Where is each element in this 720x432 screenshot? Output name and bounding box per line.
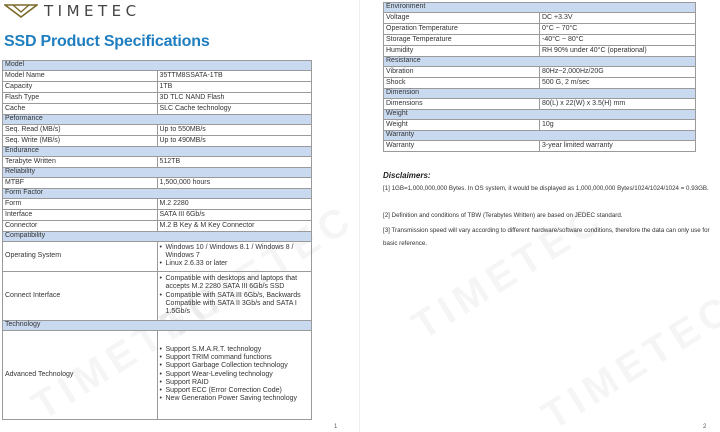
brand-name: TIMETEC — [44, 2, 141, 20]
table-row — [3, 199, 312, 210]
spec-value: 1,500,000 hours — [157, 178, 312, 189]
table-row — [384, 141, 696, 152]
section-header: Weight — [384, 110, 696, 120]
spec-value: 0°C ~ 70°C — [540, 24, 696, 35]
table-row — [3, 125, 312, 136]
disclaimer-item: [2] Definition and conditions of TBW (Terabytes Written) are based on JEDEC standard. — [383, 212, 623, 219]
section-header: Dimension — [384, 89, 696, 99]
page-number: 1 — [334, 424, 338, 430]
spec-value: M.2 2280 — [157, 199, 312, 210]
table-row — [384, 120, 696, 131]
section-header: Environment — [384, 3, 696, 13]
table-row — [3, 330, 312, 419]
table-row — [384, 67, 696, 78]
spec-value: -40°C ~ 80°C — [540, 35, 696, 46]
spec-label: Model Name — [3, 71, 158, 82]
bullet-list — [160, 346, 310, 403]
spec-label: Connector — [3, 221, 158, 232]
list-item: • Support S.M.A.R.T. technology — [160, 346, 310, 354]
spec-value: DC +3.3V — [540, 13, 696, 24]
spec-label: Flash Type — [3, 93, 158, 104]
table-row — [384, 24, 696, 35]
spec-label: Humidity — [384, 46, 540, 57]
table-row — [384, 78, 696, 89]
spec-label: Operation Temperature — [384, 24, 540, 35]
spec-table-left — [2, 60, 312, 420]
spec-label: Shock — [384, 78, 540, 89]
spec-label: Advanced Technology — [3, 330, 158, 419]
table-row — [384, 46, 696, 57]
list-item: • Windows 10 / Windows 8.1 / Windows 8 / Windows 7 — [160, 244, 310, 260]
spec-value: Up to 490MB/s — [157, 136, 312, 147]
section-header: Reliability — [3, 168, 312, 178]
list-item: • Linux 2.6.33 or later — [160, 260, 310, 268]
spec-value: 35TTM8SSATA-1TB — [157, 71, 312, 82]
spec-value: 10g — [540, 120, 696, 131]
spec-label: Seq. Write (MB/s) — [3, 136, 158, 147]
spec-label: Vibration — [384, 67, 540, 78]
table-row — [384, 99, 696, 110]
spec-value — [157, 271, 312, 320]
table-row — [3, 221, 312, 232]
spec-label: Form — [3, 199, 158, 210]
list-item: • Support Garbage Collection technology — [160, 362, 310, 370]
table-row — [384, 13, 696, 24]
spec-value: 3D TLC NAND Flash — [157, 93, 312, 104]
section-header: Form Factor — [3, 189, 312, 199]
disclaimer-item: [3] Transmission speed will vary according to different hardware/software conditions, therefore the data can only use for basic reference. — [383, 227, 710, 247]
bullet-list — [160, 275, 310, 316]
section-header: Peformance — [3, 115, 312, 125]
spec-label: Cache — [3, 104, 158, 115]
page-number: 2 — [703, 424, 707, 430]
spec-value: M.2 B Key & M Key Connector — [157, 221, 312, 232]
list-item: • New Generation Power Saving technology — [160, 395, 310, 403]
brand-logo — [4, 2, 141, 20]
document-title: SSD Product Specifications — [4, 33, 210, 50]
spec-value: RH 90% under 40°C (operational) — [540, 46, 696, 57]
spec-label: Storage Temperature — [384, 35, 540, 46]
spec-label: Voltage — [384, 13, 540, 24]
spec-value: Up to 550MB/s — [157, 125, 312, 136]
table-row — [3, 242, 312, 272]
spec-label: Connect Interface — [3, 271, 158, 320]
spec-label: Seq. Read (MB/s) — [3, 125, 158, 136]
spec-label: Interface — [3, 210, 158, 221]
table-row — [3, 271, 312, 320]
list-item: • Compatible with SATA III 6Gb/s, Backwards Compatible with SATA II 3Gb/s and SATA I 1.5Gb/s — [160, 292, 310, 317]
table-row — [3, 82, 312, 93]
table-row — [3, 178, 312, 189]
section-header: Compatibility — [3, 232, 312, 242]
spec-label: MTBF — [3, 178, 158, 189]
section-header: Technology — [3, 320, 312, 330]
spec-value: SLC Cache technology — [157, 104, 312, 115]
spec-table-right — [383, 2, 696, 152]
spec-label: Capacity — [3, 82, 158, 93]
list-item: • Support RAID — [160, 379, 310, 387]
section-header: Resistance — [384, 57, 696, 67]
spec-label: Warranty — [384, 141, 540, 152]
table-row — [3, 93, 312, 104]
spec-value: 1TB — [157, 82, 312, 93]
bullet-list — [160, 244, 310, 269]
list-item: • Compatible with desktops and laptops that accepts M.2 2280 SATA III 6Gb/s SSD — [160, 275, 310, 291]
spec-table — [383, 2, 696, 152]
section-header: Endurance — [3, 147, 312, 157]
spec-value: 80(L) x 22(W) x 3.5(H) mm — [540, 99, 696, 110]
disclaimer-item: [1] 1GB=1,000,000,000 Bytes. In OS system, it would be displayed as 1,000,000,000 Bytes/1024/1024/1024 = 0.93GB. — [383, 185, 709, 192]
spec-value: 500 G, 2 m/sec — [540, 78, 696, 89]
spec-value: 3-year limited warranty — [540, 141, 696, 152]
spec-value — [157, 330, 312, 419]
table-row — [3, 71, 312, 82]
table-row — [3, 157, 312, 168]
list-item: • Support ECC (Error Correction Code) — [160, 387, 310, 395]
list-item: • Support TRIM command functions — [160, 354, 310, 362]
watermark — [535, 286, 720, 432]
table-row — [3, 210, 312, 221]
spec-value — [157, 242, 312, 272]
spec-value: 80Hz~2,000Hz/20G — [540, 67, 696, 78]
spec-label: Dimensions — [384, 99, 540, 110]
spec-label: Operating System — [3, 242, 158, 272]
spec-label: Weight — [384, 120, 540, 131]
spec-label: Terabyte Written — [3, 157, 158, 168]
table-row — [384, 35, 696, 46]
spec-table — [2, 60, 312, 420]
table-row — [3, 104, 312, 115]
section-header: Model — [3, 61, 312, 71]
section-header: Warranty — [384, 131, 696, 141]
page-divider — [359, 0, 360, 432]
timetec-logo-icon — [4, 4, 38, 18]
spec-value: SATA III 6Gb/s — [157, 210, 312, 221]
disclaimers-title: Disclaimers: — [383, 171, 431, 180]
table-row — [3, 136, 312, 147]
list-item: • Support Wear-Leveling technology — [160, 371, 310, 379]
spec-value: 512TB — [157, 157, 312, 168]
